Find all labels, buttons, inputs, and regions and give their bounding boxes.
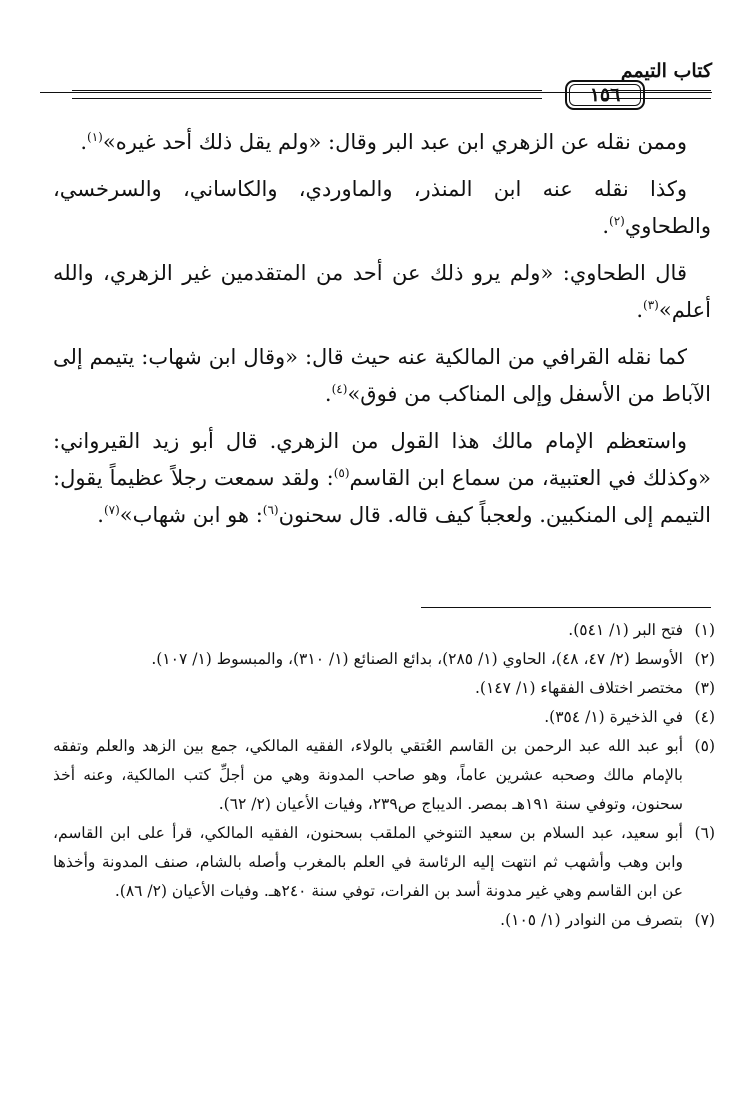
paragraph-text: وكذا نقله عنه ابن المنذر، والماوردي، والكاساني، والسرخسي، والطحاوي: [53, 177, 711, 238]
footnote-number: (١): [694, 621, 715, 639]
footnote-text: فتح البر (١/ ٥٤١).: [568, 621, 683, 639]
main-text: [53, 124, 711, 544]
paragraph-text: وممن نقله عن الزهري ابن عبد البر وقال: «ولم يقل ذلك أحد غيره»: [102, 130, 687, 154]
footnotes: [53, 616, 715, 935]
footnote-number: (٥): [694, 737, 715, 755]
paragraph-text: .: [97, 503, 104, 527]
footnote-ref: (٢): [609, 214, 625, 228]
footnote-text: مختصر اختلاف الفقهاء (١/ ١٤٧).: [474, 679, 683, 697]
paragraph-text: .: [636, 298, 644, 322]
header-double-rule-left: [72, 90, 542, 99]
paragraph: [53, 124, 711, 161]
page-number-box: [565, 80, 645, 110]
paragraph-text: واستعظم الإمام مالك هذا القول من الزهري. قال أبو زيد القيرواني: «وكذلك في العتبية، من سماع ابن القاسم: [53, 429, 711, 490]
paragraph-text: .: [602, 214, 610, 238]
footnote-number: (٣): [694, 679, 715, 697]
footnote-ref: (٣): [643, 298, 659, 312]
footnote-ref: (١): [87, 130, 103, 144]
footnote-number: (٢): [694, 650, 715, 668]
footnote-number: (٤): [694, 708, 715, 726]
paragraph-text: قال الطحاوي: «ولم يرو ذلك عن أحد من المتقدمين غير الزهري، والله أعلم»: [53, 261, 711, 322]
paragraph-text: .: [80, 130, 88, 154]
footnote-number: (٧): [694, 911, 715, 929]
book-title: كتاب التيمم: [620, 60, 712, 82]
footnote: [53, 732, 715, 819]
footnote-number: (٦): [694, 824, 715, 842]
footnote: [53, 906, 715, 935]
page-number: ١٥٦: [589, 84, 621, 106]
paragraph: [53, 171, 711, 245]
footnote: [53, 674, 715, 703]
footnote: [53, 645, 715, 674]
footnote-text: الأوسط (٢/ ٤٧، ٤٨)، الحاوي (١/ ٢٨٥)، بدائع الصنائع (١/ ٣١٠)، والمبسوط (١/ ١٠٧).: [151, 650, 683, 668]
paragraph-text: .: [324, 382, 332, 406]
footnote-separator: [421, 607, 711, 608]
footnote-text: بتصرف من النوادر (١/ ١٠٥).: [500, 911, 683, 929]
paragraph-text: : ولقد سمعت رجلاً عظيماً يقول: التيمم إلى المنكبين. ولعجباً كيف قاله. قال سحنون: [53, 466, 711, 527]
footnote-ref: (٧): [103, 503, 120, 517]
paragraph-text: : هو ابن شهاب»: [119, 503, 263, 527]
footnote: [53, 703, 715, 732]
footnote-ref: (٦): [262, 503, 279, 517]
paragraph: [53, 423, 711, 534]
paragraph: [53, 339, 711, 413]
footnote-text: أبو سعيد، عبد السلام بن سعيد التنوخي الملقب بسحنون، الفقيه المالكي، قرأ على ابن القاسم، وابن وهب وأشهب ثم انتهت إليه الرئاسة في العلم بالمغرب وأصله بالشام، صنف المدونة وأخذها عن ابن القاسم وهي غير مدونة أسد بن الفرات، توفي سنة ٢٤٠هـ. وفيات الأعيان (٢/ ٨٦).: [53, 824, 683, 900]
paragraph-text: كما نقله القرافي من المالكية عنه حيث قال: «وقال ابن شهاب: يتيمم إلى الآباط من الأسفل وإلى المناكب من فوق»: [53, 345, 711, 406]
footnote-ref: (٤): [331, 382, 348, 396]
paragraph: [53, 255, 711, 329]
footnote: [53, 616, 715, 645]
footnote: [53, 819, 715, 906]
footnote-text: أبو عبد الله عبد الرحمن بن القاسم العُتقي بالولاء، الفقيه المالكي، جمع بين الزهد والعلم وتفقه بالإمام مالك وصحبه عشرين عاماً، وهو صاحب المدونة وهي من أجلِّ كتب المالكية، وعنه أخذ سحنون، وتوفي سنة ١٩١هـ بمصر. الديباج ص٢٣٩، وفيات الأعيان (٢/ ٦٢).: [53, 737, 683, 813]
footnote-ref: (٥): [333, 466, 350, 480]
footnote-text: في الذخيرة (١/ ٣٥٤).: [544, 708, 683, 726]
